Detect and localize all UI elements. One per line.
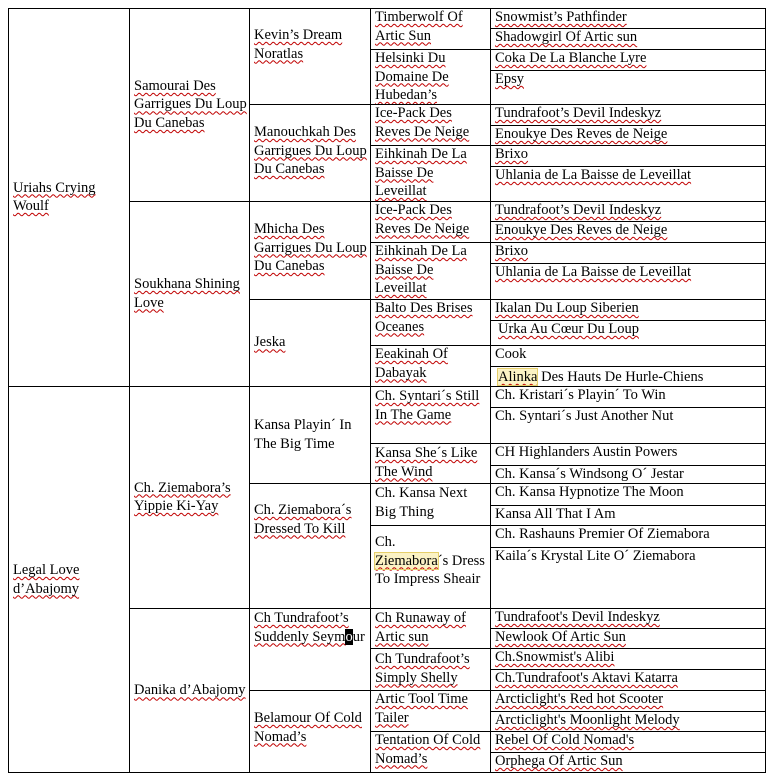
g5-cell[interactable] <box>490 366 766 386</box>
dog-name: Ch. Ziemabora’s Yippie Ki-Yay <box>134 479 231 514</box>
row-divider <box>370 49 766 50</box>
dog-name: Danika d’Abajomy <box>134 682 246 699</box>
dog-name: Enoukye Des Reves de Neige <box>495 126 668 142</box>
g5-cell[interactable] <box>490 242 766 263</box>
g3-cell[interactable] <box>249 608 370 690</box>
highlighted-word: Alinka <box>498 369 538 385</box>
g4-cell[interactable] <box>370 345 490 386</box>
row-divider <box>370 145 766 146</box>
g5-cell[interactable] <box>490 608 766 628</box>
row-divider <box>370 731 766 732</box>
g4-cell[interactable] <box>370 49 490 104</box>
g3-cell[interactable] <box>249 483 370 608</box>
g3-cell[interactable] <box>249 690 370 773</box>
g4-cell[interactable] <box>370 443 490 483</box>
dog-name: Ch Tundrafoot’s Simply Shelly <box>375 651 470 686</box>
g4-cell[interactable] <box>370 608 490 648</box>
dog-name: Urka Au Cœur Du Loup <box>498 321 639 337</box>
g4-cell[interactable] <box>370 731 490 773</box>
g2-cell[interactable] <box>129 608 249 773</box>
g1-cell[interactable] <box>8 8 129 386</box>
dog-name: Ch. Syntari´s Still In The Game <box>375 388 480 423</box>
g5-cell[interactable] <box>490 104 766 125</box>
row-divider <box>370 443 766 444</box>
row-divider <box>490 70 766 71</box>
dog-name: Kevin’s Dream Noratlas <box>254 27 343 62</box>
row-divider <box>490 465 766 466</box>
dog-name-part: ur <box>352 628 365 645</box>
g4-cell[interactable] <box>370 145 490 201</box>
row-divider <box>249 299 766 300</box>
dog-name: Legal Love d’Abajomy <box>13 562 80 597</box>
g2-cell[interactable] <box>129 386 249 608</box>
g5-cell[interactable] <box>490 669 766 690</box>
dog-name: Shadowgirl Of Artic sun <box>495 29 638 45</box>
dog-name: Uriahs Crying Woulf <box>13 179 96 214</box>
dog-name: Balto Des Brises Oceanes <box>375 300 473 335</box>
g5-cell[interactable] <box>490 166 766 201</box>
row-divider <box>490 221 766 222</box>
dog-name: Epsy <box>495 71 524 87</box>
row-divider <box>129 201 766 202</box>
dog-name: Tundrafoot's Devil Indeskyz <box>495 609 660 625</box>
g5-cell[interactable] <box>490 505 766 525</box>
g3-cell[interactable] <box>249 104 370 201</box>
column-divider <box>249 8 250 773</box>
row-divider <box>490 711 766 712</box>
g5-cell[interactable] <box>490 299 766 320</box>
g5-cell[interactable] <box>490 648 766 669</box>
row-divider <box>490 407 766 408</box>
g4-cell[interactable] <box>370 299 490 345</box>
g5-cell[interactable] <box>490 145 766 166</box>
dog-name: Jeska <box>254 334 286 351</box>
row-divider <box>249 104 766 105</box>
dog-name: Coka De La Blanche Lyre <box>495 50 647 66</box>
g5-cell[interactable] <box>490 465 766 483</box>
g2-cell[interactable] <box>129 8 249 201</box>
dog-name: Snowmist’s Pathfinder <box>495 9 627 25</box>
row-divider <box>490 263 766 264</box>
dog-name: Ikalan Du Loup Siberien <box>495 300 639 316</box>
dog-name: Tundrafoot’s Devil Indeskyz <box>495 202 662 218</box>
row-divider <box>490 166 766 167</box>
column-divider <box>370 8 371 773</box>
dog-name: Enoukye Des Reves de Neige <box>495 222 668 238</box>
g5-cell[interactable] <box>490 752 766 773</box>
row-divider <box>249 690 766 691</box>
dog-name-part: Ch Tundrafoot’s Suddenly Seym <box>254 610 349 645</box>
dog-name: Samourai Des Garrigues Du Loup Du Canebas <box>134 77 247 131</box>
dog-name: Helsinki Du Domaine De Hubedan’s <box>375 50 449 103</box>
table-border <box>8 8 766 9</box>
g4-cell[interactable] <box>370 8 490 49</box>
g5-cell[interactable] <box>490 525 766 547</box>
column-divider <box>129 8 130 773</box>
dog-name: Arcticlight's Red hot Scooter <box>495 691 664 707</box>
g5-cell[interactable] <box>490 125 766 145</box>
g5-cell[interactable] <box>490 690 766 711</box>
dog-name: Eihkinah De La Baisse De Leveillat <box>375 146 467 199</box>
g3-cell[interactable] <box>249 386 370 483</box>
dog-name-part: Des Hauts De Hurle-Chiens <box>537 369 704 385</box>
g5-cell[interactable] <box>490 28 766 49</box>
g5-cell[interactable] <box>490 711 766 731</box>
dog-name: Manouchkah Des Garrigues Du Loup Du Canebas <box>254 124 367 177</box>
g3-cell[interactable] <box>249 8 370 104</box>
dog-name: Kaila´s Krystal Lite O´ Ziemabora <box>495 548 696 564</box>
g4-cell[interactable] <box>370 690 490 731</box>
dog-name: Ice-Pack Des Reves De Neige <box>375 202 470 237</box>
dog-name: Tentation Of Cold Nomad’s <box>375 732 481 767</box>
dog-name: Ch. Kristari´s Playin´ To Win <box>495 387 666 403</box>
row-divider <box>490 628 766 629</box>
dog-name: Mhicha Des Garrigues Du Loup Du Canebas <box>254 221 367 274</box>
row-divider <box>490 320 766 321</box>
g4-cell[interactable] <box>370 104 490 145</box>
g5-cell[interactable] <box>490 483 766 505</box>
row-divider <box>370 345 766 346</box>
dog-name-part: Ch. <box>375 534 396 550</box>
g4-cell[interactable] <box>370 525 490 608</box>
row-divider <box>370 648 766 649</box>
g2-cell[interactable] <box>129 201 249 386</box>
row-divider <box>490 752 766 753</box>
g3-cell[interactable] <box>249 201 370 299</box>
dog-name: Brixo <box>495 146 529 162</box>
row-divider <box>249 483 766 484</box>
g5-cell[interactable] <box>490 443 766 465</box>
dog-name: Ch.Snowmist's Alibi <box>495 649 615 665</box>
g4-cell[interactable] <box>370 483 490 525</box>
highlighted-word: Ziemabora <box>375 552 438 569</box>
table-border <box>8 8 9 773</box>
row-divider <box>490 505 766 506</box>
dog-name: Eeakinah Of Dabayak <box>375 346 448 381</box>
dog-name: Soukhana Shining Love <box>134 276 240 311</box>
text-cursor: o <box>345 628 353 645</box>
dog-name: Orphega Of Artic Sun <box>495 753 623 769</box>
pedigree-table <box>8 8 766 773</box>
g5-cell[interactable] <box>490 201 766 221</box>
dog-name: Rebel Of Cold Nomad's <box>495 732 635 748</box>
g5-cell[interactable] <box>490 320 766 345</box>
row-divider <box>490 547 766 548</box>
g5-cell[interactable] <box>490 547 766 608</box>
row-divider <box>370 525 766 526</box>
dog-name: Belamour Of Cold Nomad’s <box>254 710 362 745</box>
dog-name: Ch. Ziemabora´s Dressed To Kill <box>254 502 352 537</box>
dog-name: Ch Runaway of Artic sun <box>375 610 467 645</box>
dog-name: Cook <box>495 346 527 362</box>
g5-cell[interactable] <box>490 221 766 242</box>
g4-cell[interactable] <box>370 242 490 299</box>
dog-name: Eihkinah De La Baisse De Leveillat <box>375 243 467 296</box>
dog-name-part: ´s Dress To Impress Sheair <box>375 552 485 587</box>
dog-name: Uhlania de La Baisse de Leveillat <box>495 264 692 280</box>
dog-name: Uhlania de La Baisse de Leveillat <box>495 167 692 183</box>
g5-cell[interactable] <box>490 263 766 299</box>
g5-cell[interactable] <box>490 407 766 443</box>
dog-name: Timberwolf Of Artic Sun <box>375 9 463 44</box>
column-divider <box>490 8 491 773</box>
g4-cell[interactable] <box>370 386 490 443</box>
dog-name: Tundrafoot’s Devil Indeskyz <box>495 105 662 121</box>
dog-name: Ch. Kansa Hypnotize The Moon <box>495 484 684 500</box>
row-divider <box>490 28 766 29</box>
g1-cell[interactable] <box>8 386 129 773</box>
table-border <box>8 772 766 773</box>
dog-name: Newlook Of Artic Sun <box>495 629 626 645</box>
g5-cell[interactable] <box>490 8 766 28</box>
table-border <box>765 8 766 773</box>
g3-cell[interactable] <box>249 299 370 386</box>
row-divider <box>490 669 766 670</box>
dog-name: Kansa She´s Like The Wind <box>375 445 478 480</box>
row-divider <box>370 242 766 243</box>
dog-name: Ch. Kansa´s Windsong O´ Jestar <box>495 466 684 482</box>
row-divider <box>8 386 766 387</box>
dog-name: Ch.Tundrafoot's Aktavi Katarra <box>495 670 678 686</box>
dog-name: Arcticlight's Moonlight Melody <box>495 712 680 728</box>
g4-cell[interactable] <box>370 201 490 242</box>
dog-name: Kansa Playin´ In The Big Time <box>254 417 352 452</box>
row-divider <box>490 366 766 367</box>
g5-cell[interactable] <box>490 70 766 104</box>
dog-name: Ch. Syntari´s Just Another Nut <box>495 408 674 424</box>
g5-cell[interactable] <box>490 49 766 70</box>
g5-cell[interactable] <box>490 386 766 407</box>
dog-name: Ch. Rashauns Premier Of Ziemabora <box>495 526 710 542</box>
g5-cell[interactable] <box>490 345 766 366</box>
dog-name: CH Highlanders Austin Powers <box>495 444 678 460</box>
g4-cell[interactable] <box>370 648 490 690</box>
dog-name: Kansa All That I Am <box>495 506 616 522</box>
row-divider <box>129 608 766 609</box>
dog-name: Brixo <box>495 243 529 259</box>
g5-cell[interactable] <box>490 731 766 752</box>
g5-cell[interactable] <box>490 628 766 648</box>
dog-name: Artic Tool Time Tailer <box>375 691 468 726</box>
dog-name: Ch. Kansa Next Big Thing <box>375 485 468 520</box>
row-divider <box>490 125 766 126</box>
dog-name: Ice-Pack Des Reves De Neige <box>375 105 470 140</box>
